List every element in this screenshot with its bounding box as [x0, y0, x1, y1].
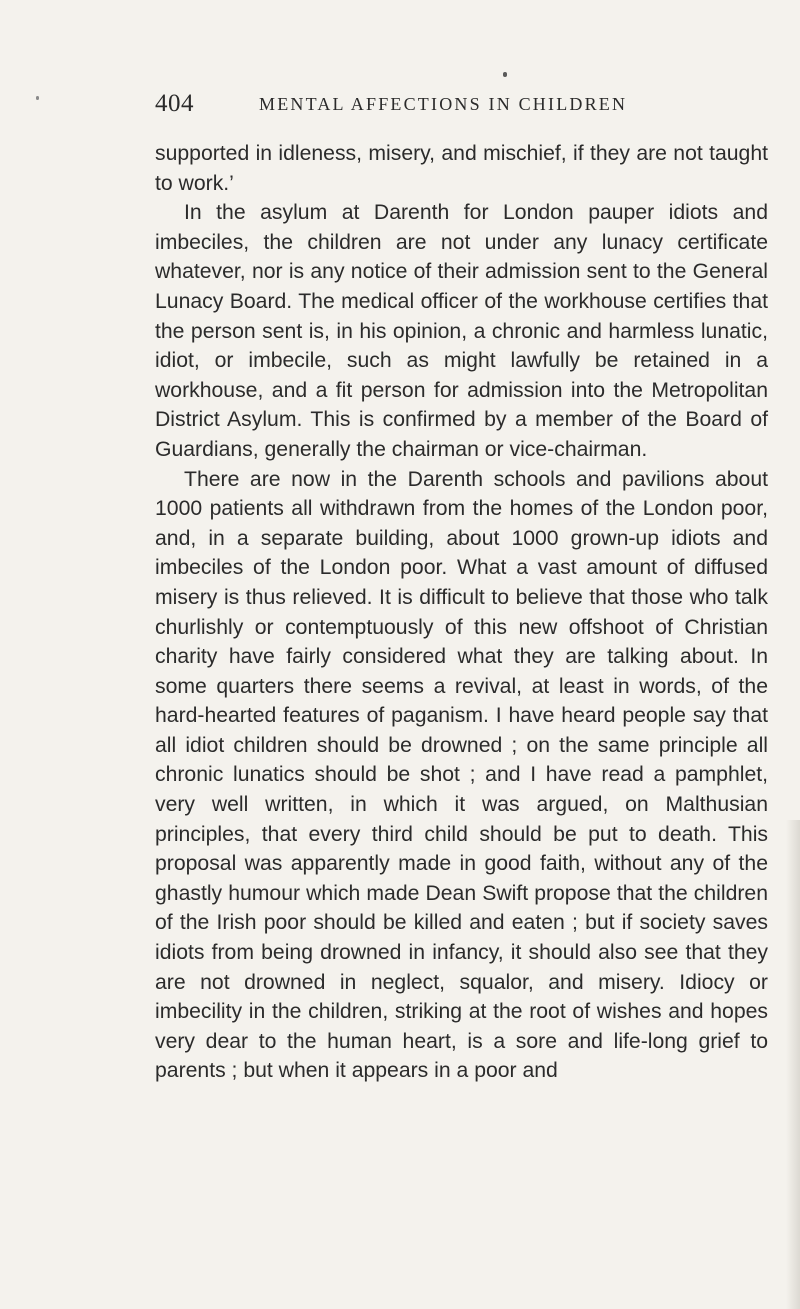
paragraph-darenth-asylum: In the asylum at Darenth for London pauper idiots and imbeciles, the children are not under any lunacy certificate whatever, nor is any notice of their admission sent to the General Lunacy Board. The medical officer of the workhouse certifies that the person sent is, in his opinion, a chronic and harmless lunatic, idiot, or imbecile, such as might lawfully be retained in a workhouse, and a fit person for admission into the Metropolitan District Asylum. This is confirmed by a member of the Board of Guardians, generally the chairman or vice-chairman.: [155, 201, 768, 461]
page-edge-shadow: [786, 820, 800, 1309]
running-head: [155, 88, 715, 124]
paragraph-darenth-schools: There are now in the Darenth schools and pavilions about 1000 patients all withdrawn from the homes of the London poor, and, in a separate building, about 1000 grown-up idiots and imbeciles of the London poor. What a vast amount of diffused misery is thus relieved. It is difficult to believe that those who talk churlishly or contemptuously of this new offshoot of Christian charity have fairly considered what they are talking about. In some quarters there seems a revival, at least in words, of the hard-hearted features of paganism. I have heard people say that all idiot children should be drowned ; on the same principle all chronic lunatics should be shot ; and I have read a pamphlet, very well written, in which it was argued, on Malthusian principles, that every third child should be put to death. This proposal was apparently made in good faith, without any of the ghastly humour which made Dean Swift propose that the children of the Irish poor should be killed and eaten ; but if society saves idiots from being drowned in infancy, it should also see that they are not drowned in neglect, squalor, and misery. Idiocy or imbecility in the children, striking at the root of wishes and hopes very dear to the human heart, is a sore and life-long grief to parents ; but when it appears in a poor and: [155, 467, 768, 1083]
running-title: MENTAL AFFECTIONS IN CHILDREN: [259, 94, 628, 114]
scan-speck: [36, 96, 39, 100]
scan-speck: [503, 72, 507, 77]
page-number: 404: [155, 90, 194, 117]
body-text: [155, 139, 768, 1086]
paragraph-continuation: supported in idleness, misery, and mischief, if they are not taught to work.’: [155, 142, 768, 195]
